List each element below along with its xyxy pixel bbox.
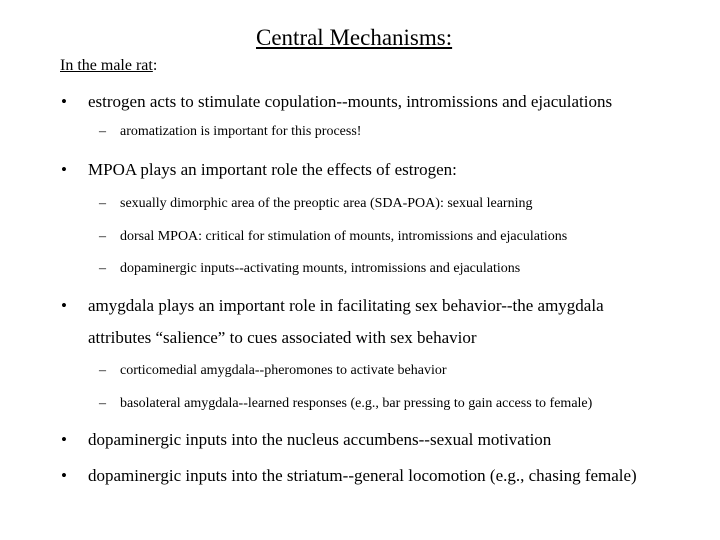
dash-icon: – [99,396,106,411]
sub-text: basolateral amygdala--learned responses (e.g., bar pressing to gain access to female) [120,396,593,411]
sub-text: aromatization is important for this process! [120,124,362,139]
bullet-text: MPOA plays an important role the effects of estrogen: [88,160,457,179]
dash-icon: – [99,261,106,276]
bullet-icon: • [61,160,67,179]
bullet-text: dopaminergic inputs into the striatum--general locomotion (e.g., chasing female) [88,466,637,485]
dash-icon: – [99,363,106,378]
dash-icon: – [99,229,106,244]
intro-colon: : [152,57,158,74]
bullet-text: dopaminergic inputs into the nucleus accumbens--sexual motivation [88,430,552,449]
bullet-text: amygdala plays an important role in facilitating sex behavior--the amygdala [88,296,604,315]
bullet-icon: • [61,296,67,315]
dash-icon: – [99,196,106,211]
sub-text: dopaminergic inputs--activating mounts, intromissions and ejaculations [120,261,521,276]
bullet-icon: • [61,430,67,449]
sub-text: corticomedial amygdala--pheromones to activate behavior [120,363,447,378]
dash-icon: – [99,124,106,139]
sub-text: sexually dimorphic area of the preoptic area (SDA-POA): sexual learning [120,196,533,211]
bullet-icon: • [61,92,67,111]
sub-text: dorsal MPOA: critical for stimulation of mounts, intromissions and ejaculations [120,229,568,244]
slide-title: Central Mechanisms: [256,25,453,50]
intro-text: In the male rat [60,57,153,74]
bullet-text: attributes “salience” to cues associated with sex behavior [88,328,477,347]
intro-heading [60,58,157,74]
bullet-text: estrogen acts to stimulate copulation--mounts, intromissions and ejaculations [88,92,613,111]
bullet-icon: • [61,466,67,485]
